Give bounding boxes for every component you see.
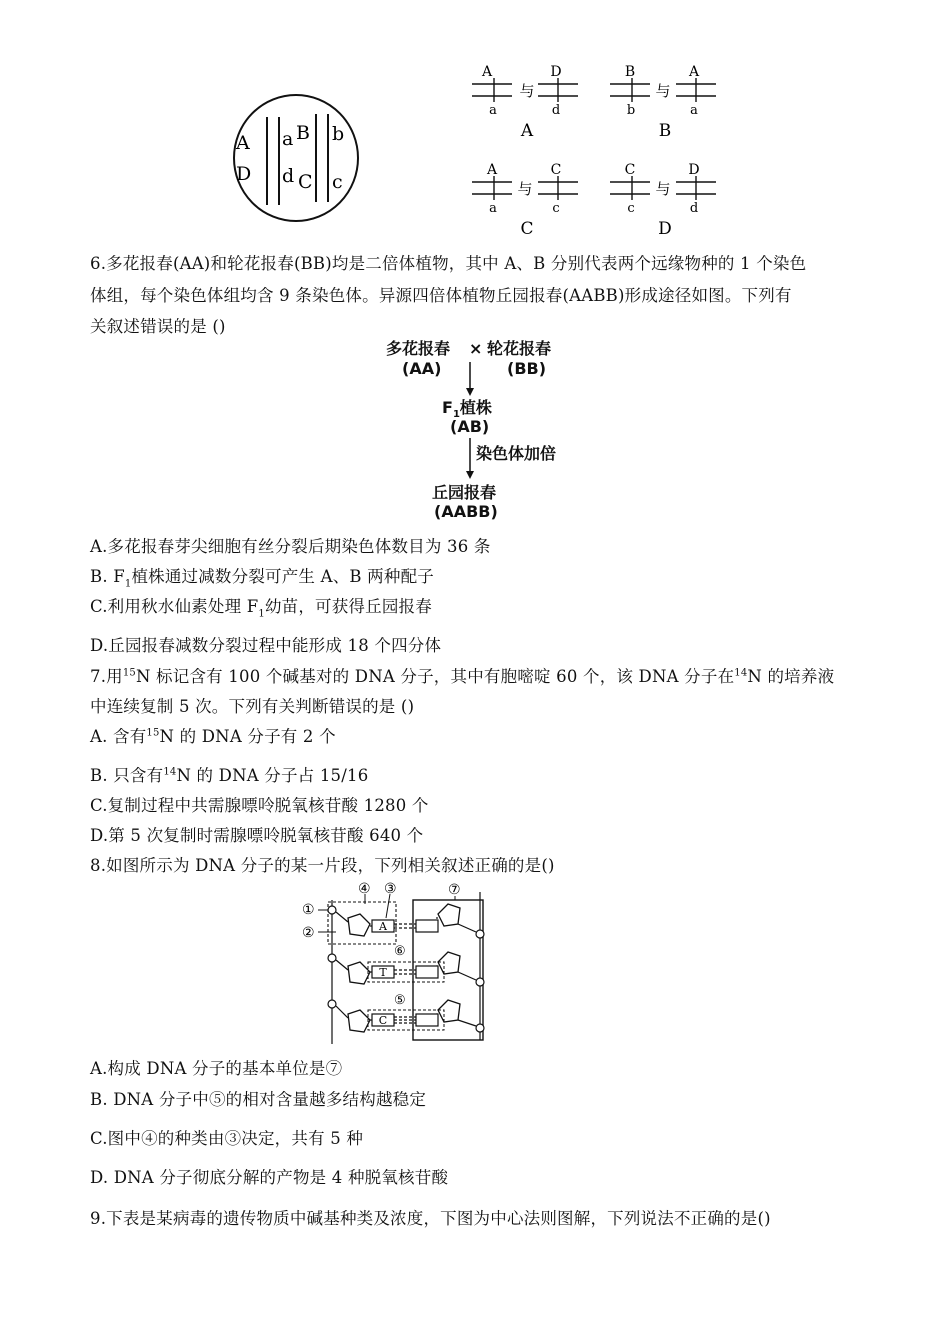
gene-D: D [236, 163, 252, 185]
svg-text:与: 与 [655, 180, 671, 198]
option-B-diagram [610, 64, 716, 141]
chromosome-options-figure [468, 62, 728, 242]
svg-text:A: A [481, 64, 493, 80]
svg-text:⑦: ⑦ [448, 882, 461, 898]
option-C-label: C [520, 219, 534, 239]
svg-text:④: ④ [358, 881, 371, 897]
svg-text:A: A [688, 64, 700, 80]
option-A-label: A [520, 121, 534, 141]
gene-a: a [282, 128, 294, 150]
svg-text:(AB): (AB) [450, 417, 490, 436]
svg-text:②: ② [302, 925, 315, 941]
svg-text:C: C [550, 162, 562, 178]
option-A-diagram [472, 64, 578, 141]
gene-c: c [332, 171, 343, 193]
svg-text:A: A [379, 920, 387, 933]
q8-option-a: A.构成 DNA 分子的基本单位是⑦ [90, 1059, 343, 1078]
option-B-label: B [658, 121, 672, 141]
q6-stem-line3: 关叙述错误的是 () [90, 317, 226, 336]
svg-text:③: ③ [384, 881, 397, 897]
cell-chromosome-figure [230, 92, 362, 222]
gene-b: b [332, 123, 345, 145]
svg-text:T: T [379, 966, 387, 979]
option-D-label: D [658, 219, 672, 239]
svg-text:d: d [551, 103, 561, 118]
svg-text:多花报春: 多花报春 [386, 339, 451, 358]
svg-text:轮花报春: 轮花报春 [487, 339, 552, 358]
gene-C: C [298, 171, 313, 193]
gene-d: d [282, 165, 295, 187]
q6-stem-line1: 6.多花报春(AA)和轮花报春(BB)均是二倍体植物，其中 A、B 分别代表两个远缘物种的 1 个染色 [90, 254, 807, 273]
svg-text:与: 与 [517, 180, 533, 198]
q8-option-d: D. DNA 分子彻底分解的产物是 4 种脱氧核苷酸 [90, 1168, 449, 1187]
gene-B: B [296, 122, 310, 144]
q7-option-c: C.复制过程中共需腺嘌呤脱氧核苷酸 1280 个 [90, 796, 429, 815]
option-C-diagram [472, 162, 578, 239]
svg-text:(AA): (AA) [402, 359, 442, 378]
dna-fragment-figure [300, 880, 490, 1050]
q8-option-b: B. DNA 分子中⑤的相对含量越多结构越稳定 [90, 1090, 427, 1109]
svg-text:①: ① [302, 902, 315, 918]
svg-text:(AABB): (AABB) [434, 502, 498, 521]
svg-text:D: D [688, 162, 700, 178]
svg-text:c: c [552, 201, 560, 216]
svg-text:⑤: ⑤ [394, 993, 406, 1008]
svg-text:与: 与 [519, 82, 535, 100]
svg-text:⑥: ⑥ [394, 944, 406, 959]
svg-text:染色体加倍: 染色体加倍 [476, 444, 557, 463]
svg-text:B: B [624, 64, 636, 80]
q7-option-d: D.第 5 次复制时需腺嘌呤脱氧核苷酸 640 个 [90, 826, 424, 845]
svg-text:×: × [469, 339, 483, 358]
svg-text:a: a [489, 201, 497, 216]
q6-option-d: D.丘园报春减数分裂过程中能形成 18 个四分体 [90, 636, 442, 655]
svg-text:a: a [690, 103, 698, 118]
q6-option-a: A.多花报春芽尖细胞有丝分裂后期染色体数目为 36 条 [90, 537, 491, 556]
q7-option-b: B. 只含有$^{14}$N 的 DNA 分子占 15/16 [90, 766, 369, 785]
cell-outline [234, 95, 358, 221]
svg-text:C: C [624, 162, 636, 178]
svg-text:D: D [550, 64, 562, 80]
svg-text:b: b [626, 103, 636, 118]
option-D-diagram [610, 162, 716, 239]
svg-text:d: d [689, 201, 699, 216]
svg-text:C: C [378, 1014, 388, 1027]
gene-A: A [236, 132, 250, 154]
q6-flow-diagram [380, 336, 580, 522]
q6-option-b: B. $F_1$植株通过减数分裂可产生 A、B 两种配子 [90, 567, 434, 590]
q6-option-c: C.利用秋水仙素处理 $F_1$幼苗，可获得丘园报春 [90, 597, 432, 620]
svg-text:A: A [486, 162, 498, 178]
q8-option-c: C.图中④的种类由③决定，共有 5 种 [90, 1129, 364, 1148]
svg-text:F1植株: $F_1$植株 [442, 398, 492, 420]
q7-stem-line2: 中连续复制 5 次。下列有关判断错误的是 () [90, 697, 415, 716]
q7-stem-line1: 7.用$^{15}$N 标记含有 100 个碱基对的 DNA 分子，其中有胞嘧啶 60 个，该 DNA 分子在$^{14}$N 的培养液 [90, 667, 835, 686]
q7-option-a: A. 含有$^{15}$N 的 DNA 分子有 2 个 [90, 727, 336, 746]
svg-text:(BB): (BB) [507, 359, 547, 378]
q8-stem: 8.如图所示为 DNA 分子的某一片段，下列相关叙述正确的是() [90, 856, 555, 875]
svg-text:c: c [627, 201, 635, 216]
svg-text:a: a [489, 103, 497, 118]
svg-text:与: 与 [655, 82, 671, 100]
q6-stem-line2: 体组，每个染色体组均含 9 条染色体。异源四倍体植物丘园报春(AABB)形成途径如图。下列有 [90, 286, 792, 305]
q9-stem: 9.下表是某病毒的遗传物质中碱基种类及浓度，下图为中心法则图解，下列说法不正确的是() [90, 1209, 771, 1228]
svg-text:丘园报春: 丘园报春 [432, 483, 497, 502]
